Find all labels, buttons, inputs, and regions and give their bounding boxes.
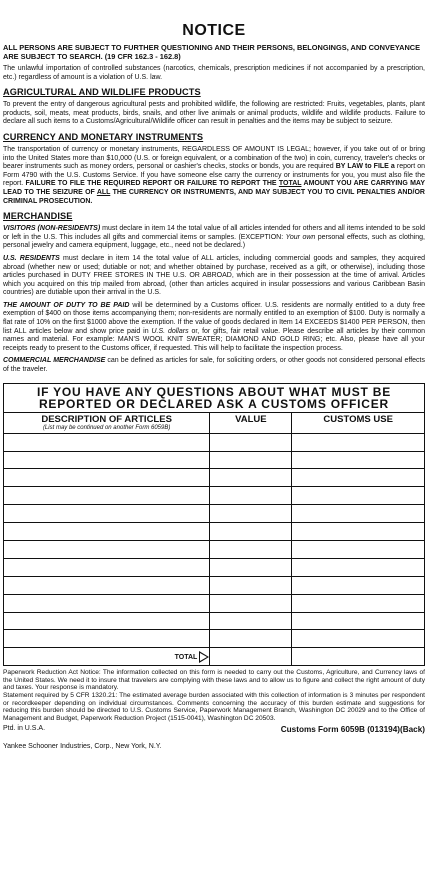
value-cell[interactable] <box>210 469 292 487</box>
table-row <box>4 612 425 630</box>
currency-paragraph <box>3 146 425 206</box>
currency-bold-d: THE CURRENCY OR INSTRUMENTS, AND MAY SUBJECT YOU TO CIVIL PENALTIES AND/OR CRIMINAL PROSECUTION. <box>3 188 425 205</box>
value-cell[interactable] <box>210 630 292 648</box>
table-row <box>4 523 425 541</box>
value-cell[interactable] <box>210 451 292 469</box>
customs-use-cell <box>292 523 425 541</box>
customs-use-cell <box>292 630 425 648</box>
customs-use-cell <box>292 433 425 451</box>
customs-use-cell <box>292 451 425 469</box>
residents-paragraph <box>3 255 425 298</box>
table-row <box>4 558 425 576</box>
notice-title: NOTICE <box>182 22 246 39</box>
customs-use-cell <box>292 540 425 558</box>
customs-use-cell <box>292 505 425 523</box>
value-cell[interactable] <box>210 576 292 594</box>
currency-heading: CURRENCY AND MONETARY INSTRUMENTS <box>3 131 204 142</box>
value-cell[interactable] <box>210 558 292 576</box>
value-cell[interactable] <box>210 433 292 451</box>
currency-all-underlined: ALL <box>96 188 111 196</box>
footer <box>3 669 425 722</box>
total-value-cell[interactable] <box>210 648 292 666</box>
right-arrow-icon <box>199 651 209 663</box>
table-row <box>4 505 425 523</box>
description-cell[interactable] <box>4 540 210 558</box>
description-cell[interactable] <box>4 505 210 523</box>
table-row <box>4 469 425 487</box>
description-cell[interactable] <box>4 594 210 612</box>
controlled-substances-paragraph: The unlawful importation of controlled substances (narcotics, chemicals, prescription medicines if not accompanied by a prescription, etc.) regardless of amount is a violation of U.S. law. <box>3 65 425 81</box>
value-cell[interactable] <box>210 487 292 505</box>
value-cell[interactable] <box>210 540 292 558</box>
table-row <box>4 433 425 451</box>
duty-label: THE AMOUNT OF DUTY TO BE PAID <box>3 301 130 309</box>
total-customs-use-cell <box>292 648 425 666</box>
articles-table <box>3 412 425 667</box>
printed-in-label: Ptd. in U.S.A. <box>3 725 46 733</box>
questions-banner: IF YOU HAVE ANY QUESTIONS ABOUT WHAT MUST BE REPORTED OR DECLARED ASK A CUSTOMS OFFICER <box>3 383 425 412</box>
customs-use-cell <box>292 487 425 505</box>
residents-label: U.S. RESIDENTS <box>3 254 60 262</box>
customs-use-cell <box>292 576 425 594</box>
value-column-header: VALUE <box>210 412 292 433</box>
description-cell[interactable] <box>4 612 210 630</box>
currency-bold-b: FAILURE TO FILE THE REQUIRED REPORT OR FAILURE TO REPORT THE <box>25 180 279 188</box>
table-row <box>4 594 425 612</box>
table-row <box>4 540 425 558</box>
visitors-label: VISITORS (NON-RESIDENTS) <box>3 225 101 233</box>
table-row <box>4 451 425 469</box>
commercial-label: COMMERCIAL MERCHANDISE <box>3 357 106 365</box>
description-cell[interactable] <box>4 523 210 541</box>
visitors-text-a: must declare in item 14 the total value of all articles intended for others and all items intended to be sold or left in the U.S. This includes all gifts and commercial items or samples. (EXCEPTION: <box>3 225 425 241</box>
visitors-italic: Your own <box>285 233 316 241</box>
form-number: Customs Form 6059B (013194)(Back) <box>280 725 425 735</box>
description-cell[interactable] <box>4 451 210 469</box>
duty-text-b: or, for gifts, fair retail value. Please describe all articles by their common names and material. For example: MAN'S WOOL KNIT SWEATER; DIAMOND AND GOLD RING; etc. Also, please have all your receipts ready to present to the Customs officer, if requested. This will help to facilitate the inspection process. <box>3 327 425 352</box>
customs-use-cell <box>292 594 425 612</box>
articles-table-header <box>4 412 425 433</box>
visitors-text-b: personal effects, such as clothing, personal jewelry and camera equipment, luggage, etc., need not be declared.) <box>3 233 425 250</box>
description-cell[interactable] <box>4 433 210 451</box>
description-cell[interactable] <box>4 576 210 594</box>
duty-text-a: will be determined by a Customs officer. U.S. residents are normally entitled to a duty free exemption of $400 on those items accompanying them; non-residents are normally entitled to an exemption of $100. Duty is normally a flat rate of 10% on the first $1000 above the exemption. If the value of goods declared in Item 14 EXCEEDS $1400 PER PERSON, then list ALL articles below and show price paid in <box>3 301 425 335</box>
currency-bold-a: BY LAW to FILE a <box>335 163 395 171</box>
table-row <box>4 630 425 648</box>
description-cell[interactable] <box>4 558 210 576</box>
currency-bold-c: AMOUNT YOU ARE CARRYING MAY LEAD TO THE SEIZURE OF <box>3 180 425 196</box>
customs-use-cell <box>292 612 425 630</box>
table-row <box>4 576 425 594</box>
form-id-line <box>3 725 425 734</box>
currency-text-b: report on Form 4790 with the U.S. Customs Service. If you have someone else carry the currency or instruments for you, you must also file the report. <box>3 163 425 188</box>
agricultural-heading: AGRICULTURAL AND WILDLIFE PRODUCTS <box>3 87 201 98</box>
residents-text: must declare in item 14 the total value of ALL articles, including commercial goods and samples, they acquired abroad (whether new or used; dutiable or not; and whether obtained by purchase, received as a gift, or otherwise), including those articles purchased in DUTY FREE STORES IN THE U.S. OR ABROAD, which are in their possession at the time of arrival. Articles which you acquired on this trip mailed from abroad, (other than articles acquired in insular possessions and various Caribbean Basin countries) are dutiable upon their arrival in the U.S. <box>3 254 426 297</box>
customs-use-column-header: CUSTOMS USE <box>292 412 425 433</box>
total-label: TOTAL <box>174 653 198 661</box>
customs-use-cell <box>292 469 425 487</box>
customs-use-cell <box>292 558 425 576</box>
currency-text-a: The transportation of currency or monetary instruments, REGARDLESS OF AMOUNT IS LEGAL; however, if you take out of or bring into the United States more than $10,000 (U.S. or foreign equivalent, or a combination of the two) in coin, currency, traveler's checks or bearer instruments such as money orders, personal or cashier's checks, stocks or bonds, you are required <box>3 145 425 171</box>
paperwork-notice: Paperwork Reduction Act Notice: The information collected on this form is needed to carry out the Customs, Agriculture, and Currency laws of the United States. We need it to insure that travelers are complying with these laws and to allow us to figure and collect the right amount of duty and taxes. Your response is mandatory. <box>3 669 425 692</box>
agricultural-paragraph: To prevent the entry of dangerous agricultural pests and prohibited wildlife, the following are restricted: Fruits, vegetables, plants, plant products, soil, meats, meat products, birds, snails, and other live animals or animal products, wildlife and wildlife products. Failure to declare all such items to a Customs/Agricultural/Wildlife officer can result in penalties and the items may be subject to seizure. <box>3 101 425 126</box>
value-cell[interactable] <box>210 594 292 612</box>
description-cell[interactable] <box>4 469 210 487</box>
description-cell[interactable] <box>4 487 210 505</box>
commercial-paragraph <box>3 357 425 374</box>
description-cell[interactable] <box>4 630 210 648</box>
publisher-line: Yankee Schooner Industries, Corp., New York, N.Y. <box>3 743 162 751</box>
duty-paragraph <box>3 302 425 354</box>
description-column-header <box>4 412 210 433</box>
duty-italic: U.S. dollars <box>151 327 189 335</box>
total-label-cell <box>4 648 210 666</box>
burden-statement: Statement required by 5 CFR 1320.21: The estimated average burden associated with this collection of information is 3 minutes per respondent or recordkeeper depending on individual circumstances. Comments concerning the accuracy of this burden estimate and suggestions for reducing this burden should be directed to U.S. Customs Service, Paperwork Management Branch, Washington DC 20029 and to the Office of Management and Budget, Paperwork Reduction Project (1515-0041), Washington DC 20503. <box>3 691 425 722</box>
value-cell[interactable] <box>210 505 292 523</box>
description-header-note: (List may be continued on another Form 6059B) <box>42 424 171 431</box>
value-cell[interactable] <box>210 523 292 541</box>
visitors-paragraph <box>3 225 425 251</box>
merchandise-heading: MERCHANDISE <box>3 211 73 222</box>
total-row <box>4 648 425 666</box>
table-row <box>4 487 425 505</box>
commercial-text: can be defined as articles for sale, for soliciting orders, or other goods not considered personal effects of the traveler. <box>3 357 425 374</box>
value-cell[interactable] <box>210 612 292 630</box>
description-header-label: DESCRIPTION OF ARTICLES <box>41 413 172 425</box>
search-warning: ALL PERSONS ARE SUBJECT TO FURTHER QUESTIONING AND THEIR PERSONS, BELONGINGS, AND CONVEYANCE ARE SUBJECT TO SEARCH. (19 CFR 162.3 - 162.8) <box>3 43 421 61</box>
currency-total-underlined: TOTAL <box>278 180 302 188</box>
